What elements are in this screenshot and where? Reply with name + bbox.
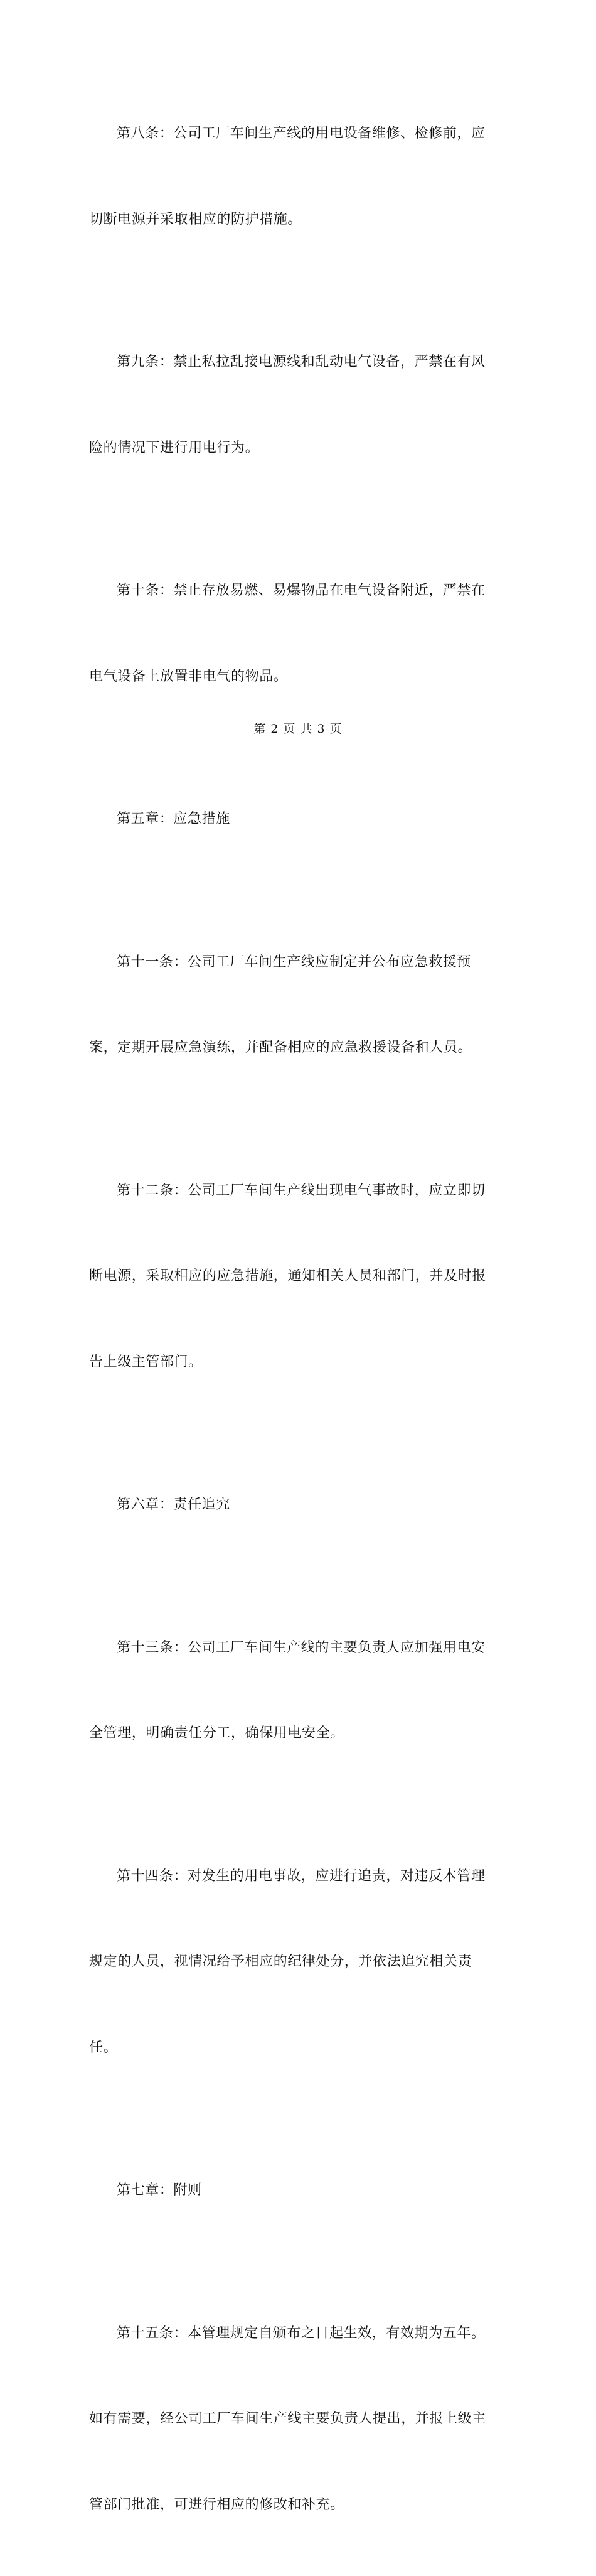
text-line: 第六章：责任追究 (89, 1490, 503, 1519)
text-line: 如有需要，经公司工厂车间生产线主要负责人提出，并报上级主 (89, 2405, 503, 2433)
text-line: 规定的人员，视情况给予相应的纪律处分，并依法追究相关责 (89, 1948, 503, 1976)
page-number-footer: 第 2 页 共 3 页 (0, 719, 596, 736)
chapter-5-heading (89, 748, 503, 891)
chapter-6-heading (89, 1433, 503, 1576)
text-line: 全管理，明确责任分工，确保用电安全。 (89, 1719, 503, 1748)
text-line: 切断电源并采取相应的防护措施。 (89, 205, 503, 234)
article-8 (89, 62, 503, 291)
text-line: 第十三条：公司工厂车间生产线的主要负责人应加强用电安 (89, 1634, 503, 1663)
document-body (89, 62, 503, 2576)
text-line: 第八条：公司工厂车间生产线的用电设备维修、检修前，应 (89, 119, 503, 148)
article-13 (89, 1576, 503, 1805)
text-line: 第十二条：公司工厂车间生产线出现电气事故时，应立即切 (89, 1177, 503, 1205)
article-15 (89, 2262, 503, 2576)
text-line: 断电源，采取相应的应急措施，通知相关人员和部门，并及时报 (89, 1262, 503, 1291)
text-line: 告上级主管部门。 (89, 1348, 503, 1377)
text-line: 第五章：应急措施 (89, 805, 503, 834)
text-line: 第十四条：对发生的用电事故，应进行追责，对违反本管理 (89, 1862, 503, 1891)
article-9 (89, 291, 503, 519)
text-line: 险的情况下进行用电行为。 (89, 434, 503, 463)
text-line: 第十条：禁止存放易燃、易爆物品在电气设备附近，严禁在 (89, 576, 503, 605)
text-line: 第九条：禁止私拉乱接电源线和乱动电气设备，严禁在有风 (89, 348, 503, 377)
text-line: 第七章：附则 (89, 2176, 503, 2205)
article-14 (89, 1805, 503, 2120)
text-line: 第十五条：本管理规定自颁布之日起生效，有效期为五年。 (89, 2319, 503, 2348)
text-line: 任。 (89, 2034, 503, 2062)
text-line: 管部门批准，可进行相应的修改和补充。 (89, 2491, 503, 2519)
chapter-7-heading (89, 2119, 503, 2262)
text-line: 案，定期开展应急演练，并配备相应的应急救援设备和人员。 (89, 1033, 503, 1062)
text-line: 电气设备上放置非电气的物品。 (89, 662, 503, 691)
article-11 (89, 891, 503, 1119)
text-line: 第十一条：公司工厂车间生产线应制定并公布应急救援预 (89, 948, 503, 977)
article-12 (89, 1119, 503, 1434)
article-10 (89, 519, 503, 748)
